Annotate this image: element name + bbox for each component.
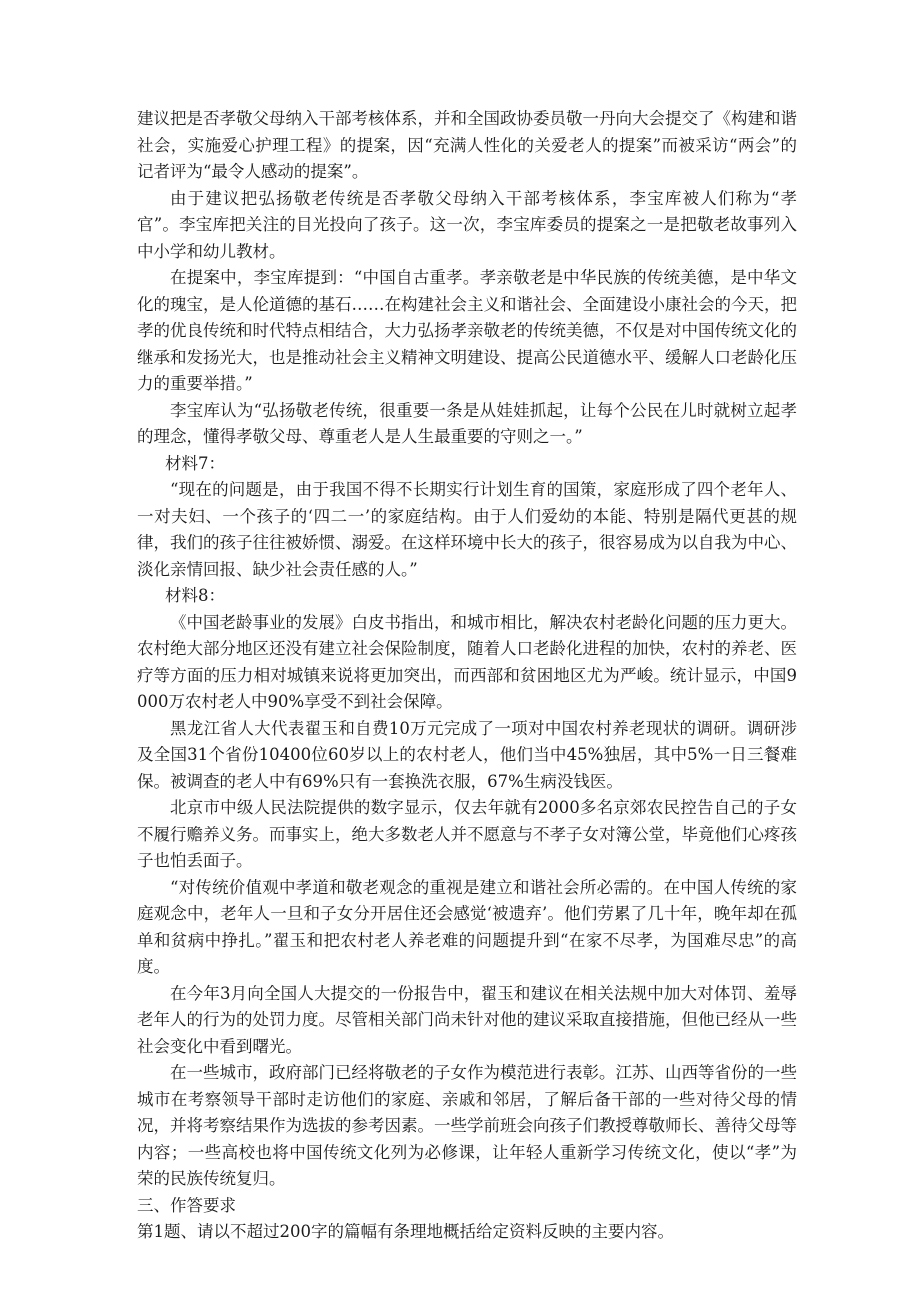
paragraph-report-proposal: 在今年3月向全国人大提交的一份报告中，翟玉和建议在相关法规中加大对体罚、羞辱老年人的行为的处罚力度。尽管相关部门尚未针对他的建议采取直接措施，但他已经从一些社会变化中看到曙光。 [137,983,797,1056]
paragraph-childhood-education: 李宝库认为“弘扬敬老传统，很重要一条是从娃娃抓起，让每个公民在儿时就树立起孝的理念，懂得孝敬父母、尊重老人是人生最重要的守则之一。” [137,400,797,446]
paragraph-traditional-values: “对传统价值观中孝道和敬老观念的重视是建立和谐社会所必需的。在中国人传统的家庭观念中，老年人一旦和子女分开居住还会感觉‘被遗弃’。他们劳累了几十年，晚年却在孤单和贫病中挣扎。”翟玉和把农村老人养老难的问题提升到“在家不尽孝，为国难尽忠”的高度。 [137,877,797,976]
paragraph-city-measures: 在一些城市，政府部门已经将敬老的子女作为模范进行表彰。江苏、山西等省份的一些城市在考察领导干部时走访他们的家庭、亲戚和邻居，了解后备干部的一些对待父母的情况，并将考察结果作为选拔的参考因素。一些学前班会向孩子们教授尊敬师长、善待父母等内容；一些高校也将中国传统文化列为必修课，让年轻人重新学习传统文化，使以“孝”为荣的民族传统复归。 [137,1063,797,1188]
document-body [137,106,797,1246]
paragraph-court-data: 北京市中级人民法院提供的数字显示，仅去年就有2000多名京郊农民控告自己的子女不履行赡养义务。而事实上，绝大多数老人并不愿意与不孝子女对簿公堂，毕竟他们心疼孩子也怕丢面子。 [137,798,797,870]
question-1: 第1题、请以不超过200字的篇幅有条理地概括给定资料反映的主要内容。 [137,1222,674,1241]
paragraph-filial-official: 由于建议把弘扬敬老传统是否孝敬父母纳入干部考核体系，李宝库被人们称为“孝官”。李宝库把关注的目光投向了孩子。这一次，李宝库委员的提案之一是把敬老故事列入中小学和幼儿教材。 [137,188,797,261]
material-7-label: 材料7： [165,453,226,473]
paragraph-family-structure: “现在的问题是，由于我国不得不长期实行计划生育的国策，家庭形成了四个老年人、一对夫妇、一个孩子的‘四二一’的家庭结构。由于人们爱幼的本能、特别是隔代更甚的规律，我们的孩子往往被娇惯、溺爱。在这样环境中长大的孩子，很容易成为以自我为中心、淡化亲情回报、缺少社会责任感的人。” [137,480,797,579]
material-8-label: 材料8： [165,586,226,605]
paragraph-white-paper: 《中国老龄事业的发展》白皮书指出，和城市相比，解决农村老龄化问题的压力更大。农村绝大部分地区还没有建立社会保险制度，随着人口老龄化进程的加快，农村的养老、医疗等方面的压力相对城镇来说将更加突出，而西部和贫困地区尤为严峻。统计显示，中国9000万农村老人中90%享受不到社会保障。 [137,612,797,711]
section-heading-requirements: 三、作答要求 [137,1195,236,1215]
paragraph-proposal-quote: 在提案中，李宝库提到：“中国自古重孝。孝亲敬老是中华民族的传统美德，是中华文化的瑰宝，是人伦道德的基石……在构建社会主义和谐社会、全面建设小康社会的今天，把孝的优良传统和时代特点相结合，大力弘扬孝亲敬老的传统美德，不仅是对中国传统文化的继承和发扬光大，也是推动社会主义精神文明建设、提高公民道德水平、缓解人口老龄化压力的重要举措。” [137,268,797,393]
paragraph-proposal-summary: 建议把是否孝敬父母纳入干部考核体系，并和全国政协委员敬一丹向大会提交了《构建和谐社会，实施爱心护理工程》的提案，因“充满人性化的关爱老人的提案”而被采访“两会”的记者评为“最令人感动的提案”。 [137,109,797,181]
paragraph-rural-survey: 黑龙江省人大代表翟玉和自费10万元完成了一项对中国农村养老现状的调研。调研涉及全国31个省份10400位60岁以上的农村老人，他们当中45%独居，其中5%一日三餐难保。被调查的老人中有69%只有一套换洗衣服，67%生病没钱医。 [137,718,797,791]
